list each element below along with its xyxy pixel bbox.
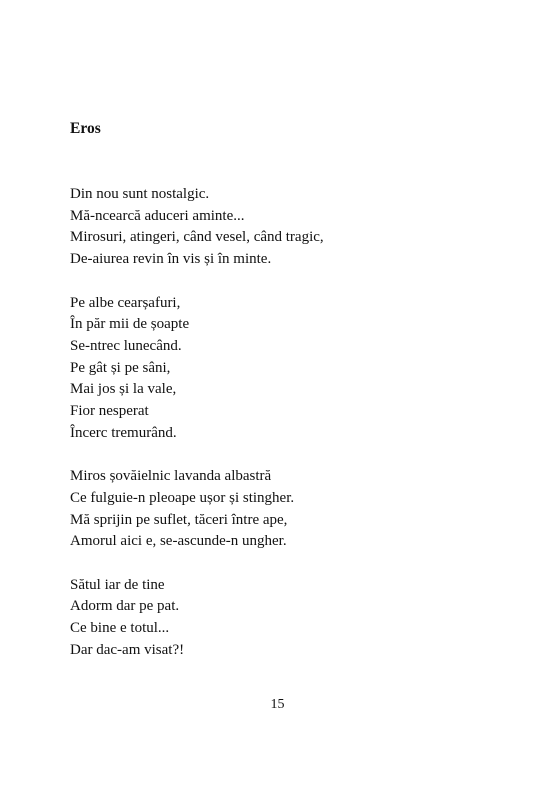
poem-line: Mă sprijin pe suflet, tăceri între ape, xyxy=(70,511,288,528)
poem-line: Pe albe cearșafuri, xyxy=(70,294,181,311)
poem-line: Mă-ncearcă aduceri aminte... xyxy=(70,207,245,224)
poem-body xyxy=(70,184,510,683)
poem-line: Miros șovăielnic lavanda albastră xyxy=(70,468,272,485)
poem-line: Se-ntrec lunecând. xyxy=(70,337,182,354)
stanza-1 xyxy=(70,184,510,271)
poem-line: Pe gât și pe sâni, xyxy=(70,359,171,376)
poem-line: Din nou sunt nostalgic. xyxy=(70,186,210,202)
poem-title: Eros xyxy=(70,120,101,137)
poem-line: Adorm dar pe pat. xyxy=(70,598,180,615)
poem-line: Dar dac-am visat?! xyxy=(70,641,185,658)
poem-line: Sătul iar de tine xyxy=(70,576,165,593)
poem-line: Încerc tremurând. xyxy=(70,424,177,441)
poem-line: De-aiurea revin în vis și în minte. xyxy=(70,251,272,268)
poem-line: Mai jos și la vale, xyxy=(70,381,177,398)
poem-line: În păr mii de șoapte xyxy=(70,316,190,333)
page-number: 15 xyxy=(270,697,285,712)
stanza-3 xyxy=(70,466,510,553)
poem-line: Ce bine e totul... xyxy=(70,620,170,637)
poem-line: Fior nesperat xyxy=(70,403,149,420)
poem-line: Amorul aici e, se-ascunde-n ungher. xyxy=(70,533,287,550)
stanza-4 xyxy=(70,575,510,662)
stanza-2 xyxy=(70,293,510,445)
poem-line: Ce fulguie-n pleoape ușor și stingher. xyxy=(70,489,295,506)
poem-line: Mirosuri, atingeri, când vesel, când tragic, xyxy=(70,229,324,246)
